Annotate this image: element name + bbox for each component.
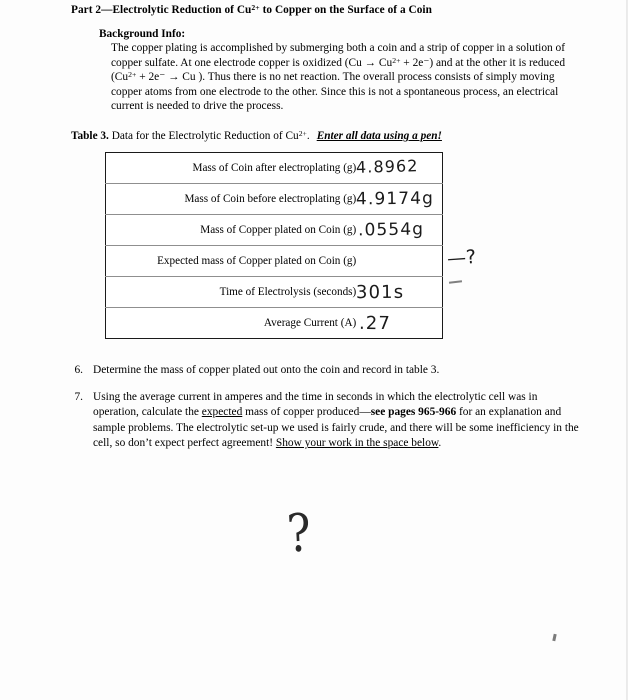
table-caption-lead: Table 3.	[71, 130, 109, 142]
background-superscript-1: 2+	[392, 55, 401, 65]
scan-outer-margin	[628, 0, 641, 700]
item-7-number: 7.	[74, 391, 83, 403]
table-row	[106, 277, 443, 308]
background-text-part-1: The copper plating is accomplished by submerging both a coin and a strip of copper in a solution of copper sulfate. At one electrode copper is oxidized (Cu → Cu	[111, 42, 566, 69]
background-superscript-2: 2+	[128, 69, 137, 79]
item-6-text: Determine the mass of copper plated out onto the coin and record in table 3.	[93, 364, 440, 376]
data-table	[105, 152, 443, 339]
item-7-bold-page-reference: see pages 965-966	[370, 406, 457, 419]
part-title-suffix: to Copper on the Surface of a Coin	[259, 4, 432, 16]
handwritten-value: 4.9174g	[356, 188, 435, 210]
row-value-average-current[interactable]	[356, 308, 442, 339]
table-row	[106, 308, 443, 339]
row-value-mass-after[interactable]	[356, 153, 442, 184]
row-label-mass-after: Mass of Coin after electroplating (g)	[192, 162, 357, 174]
handwritten-dash-question-annotation: —?	[446, 246, 477, 270]
handwritten-value: 4.8962	[355, 156, 420, 177]
part-title-superscript: 2+	[251, 2, 260, 12]
handwritten-work-question-mark: ?	[285, 503, 313, 565]
item-7-underlined-show-your-work: Show your work in the space below	[275, 437, 439, 450]
handwritten-value: 301s	[356, 281, 405, 303]
handwritten-value: .27	[359, 312, 392, 334]
background-info-paragraph	[111, 41, 577, 114]
row-value-expected-mass[interactable]	[356, 246, 442, 277]
table-row	[106, 184, 443, 215]
part-title-prefix: Part 2—Electrolytic Reduction of Cu	[71, 4, 252, 16]
background-text-part-2: + 2e⁻) and at the other it is reduced (Cu	[111, 56, 566, 84]
handwritten-value: .0554g	[358, 219, 425, 241]
table-caption-period: .	[306, 130, 310, 142]
table-caption-text: Data for the Electrolytic Reduction of Cu	[108, 130, 299, 142]
pen-instruction-note: Enter all data using a pen!	[316, 130, 442, 142]
item-7-text	[93, 390, 582, 452]
handwritten-dash-mark	[449, 280, 462, 284]
item-7-part-1: Using the average current in amperes and the time in seconds in which the electrolytic cell was in operation, calculate the	[93, 391, 538, 419]
stray-pen-mark	[552, 634, 556, 641]
item-7-part-2: mass of copper produced—	[242, 406, 371, 419]
item-7-part-4: .	[438, 437, 442, 450]
list-item-6	[63, 363, 578, 378]
table-caption	[71, 130, 442, 142]
table-caption-superscript: 2+	[298, 128, 307, 138]
row-value-time-electrolysis[interactable]	[356, 277, 442, 308]
row-label-average-current: Average Current (A)	[106, 308, 357, 339]
row-label-expected-mass: Expected mass of Copper plated on Coin (g)	[106, 246, 357, 277]
table-row	[106, 215, 443, 246]
row-label-time-electrolysis: Time of Electrolysis (seconds)	[106, 277, 357, 308]
background-text-part-3: + 2e⁻ → Cu ). Thus there is no net reaction. The overall process consists of simply moving copper atoms from one electrode to the other. Since this is not a spontaneous process, an electrical current is needed to drive the process.	[111, 71, 559, 113]
item-7-underlined-expected: expected	[201, 406, 243, 419]
row-label-mass-before: Mass of Coin before electroplating (g)	[106, 184, 357, 215]
row-value-mass-before[interactable]	[356, 184, 442, 215]
table-row	[106, 153, 443, 184]
item-6-number: 6.	[74, 364, 83, 376]
item-7-part-3: for an explanation and sample problems. The electrolytic set-up we used is fairly crude, and there will be some inefficiency in the cell, so don’t expect perfect agreement!	[93, 406, 579, 450]
background-info-label: Background Info:	[99, 28, 186, 40]
part-title	[71, 4, 432, 16]
row-label-mass-copper-plated: Mass of Copper plated on Coin (g)	[106, 215, 357, 246]
list-item-7	[63, 390, 582, 452]
row-value-mass-copper-plated[interactable]	[356, 215, 442, 246]
table-row	[106, 246, 443, 277]
